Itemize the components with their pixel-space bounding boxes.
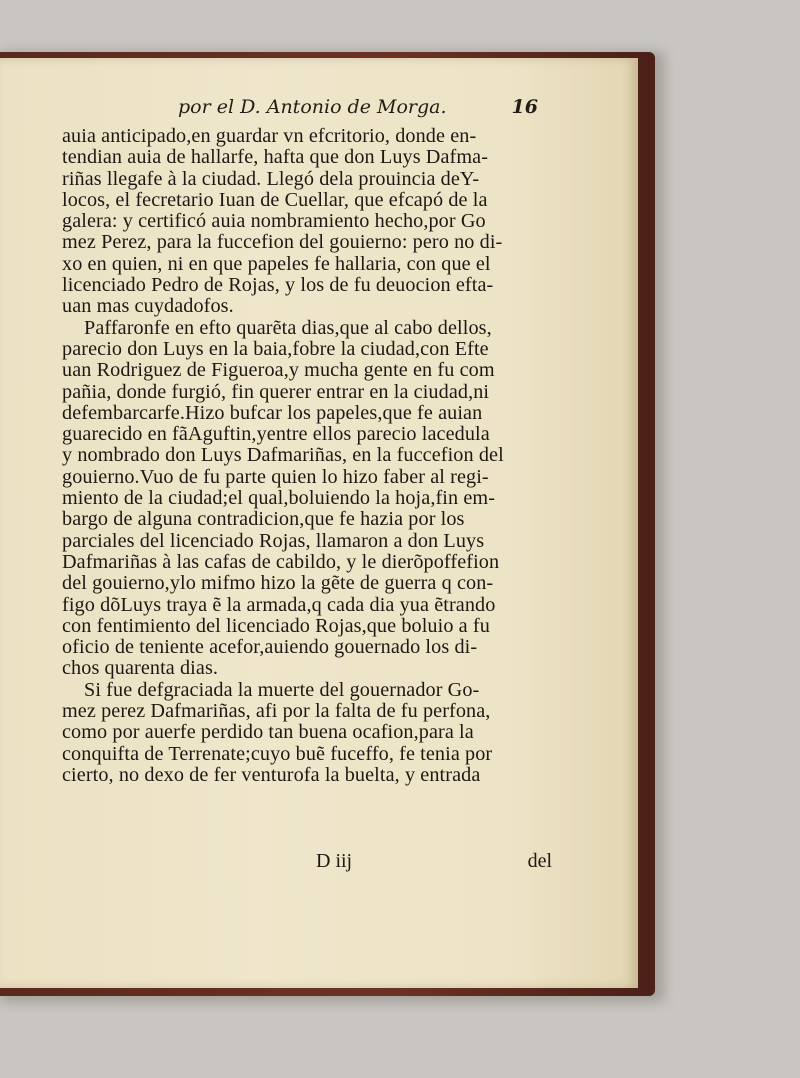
- text-line: parecio don Luys en la baia,fobre la ciudad,con Efte: [62, 338, 489, 360]
- text-line: Dafmariñas à las cafas de cabildo, y le dierõpoffefion: [62, 551, 500, 573]
- text-line: guarecido en fãAguftin,yentre ellos parecio lacedula: [62, 424, 490, 446]
- page-footer: [62, 850, 552, 874]
- page-header: [178, 96, 538, 124]
- text-line: y nombrado don Luys Dafmariñas, en la fuccefion del: [62, 445, 504, 467]
- text-line: del gouierno,ylo mifmo hizo la gẽte de guerra q con-: [62, 573, 494, 595]
- text-line: oficio de teniente acefor,auiendo gouernado los di-: [62, 637, 478, 659]
- text-line: Si fue defgraciada la muerte del gouernador Go-: [84, 679, 480, 701]
- text-line: gouierno.Vuo de fu parte quien lo hizo faber al regi-: [62, 466, 489, 488]
- text-line: galera: y certificó auia nombramiento hecho,por Go: [62, 211, 486, 233]
- text-line: licenciado Pedro de Rojas, y los de fu deuocion efta-: [62, 275, 494, 297]
- text-line: mez perez Dafmariñas, afi por la falta de fu perfona,: [62, 701, 491, 723]
- running-title: por el D. Antonio de Morga.: [178, 96, 447, 118]
- text-line: riñas llegafe à la ciudad. Llegó dela prouincia deY-: [62, 168, 480, 190]
- body-text: [62, 126, 552, 786]
- text-line: uan Rodriguez de Figueroa,y mucha gente en fu com: [62, 360, 495, 382]
- signature-mark: D iij: [316, 850, 353, 872]
- text-line: Paffaronfe en efto quarẽta dias,que al cabo dellos,: [84, 317, 492, 339]
- text-line: locos, el fecretario Iuan de Cuellar, que efcapó de la: [62, 189, 488, 211]
- text-line: tendian auia de hallarfe, hafta que don Luys Dafma-: [62, 147, 489, 169]
- page-number: 16: [511, 96, 538, 118]
- text-line: defembarcarfe.Hizo bufcar los papeles,que fe auian: [62, 402, 483, 424]
- text-line: uan mas cuydadofos.: [62, 296, 234, 318]
- text-line: xo en quien, ni en que papeles fe hallaria, con que el: [62, 253, 491, 275]
- text-line: como por auerfe perdido tan buena ocafion,para la: [62, 722, 474, 744]
- text-line: miento de la ciudad;el qual,boluiendo la hoja,fin em-: [62, 488, 496, 510]
- text-line: cierto, no dexo de fer venturofa la buelta, y entrada: [62, 764, 481, 786]
- text-line: con fentimiento del licenciado Rojas,que boluio a fu: [62, 615, 490, 637]
- text-line: chos quarenta dias.: [62, 658, 219, 680]
- text-line: parciales del licenciado Rojas, llamaron a don Luys: [62, 530, 485, 552]
- text-line: figo dõLuys traya ẽ la armada,q cada dia yua ẽtrando: [62, 594, 496, 616]
- text-line: mez Perez, para la fuccefion del gouierno: pero no di-: [62, 232, 503, 254]
- text-line: bargo de alguna contradicion,que fe hazia por los: [62, 509, 465, 531]
- text-line: pañia, donde furgió, fin querer entrar en la ciudad,ni: [62, 381, 490, 403]
- catchword: del: [527, 850, 552, 872]
- text-line: conquifta de Terrenate;cuyo buẽ fuceffo, fe tenia por: [62, 743, 493, 765]
- text-line: auia anticipado,en guardar vn efcritorio, donde en-: [62, 126, 477, 147]
